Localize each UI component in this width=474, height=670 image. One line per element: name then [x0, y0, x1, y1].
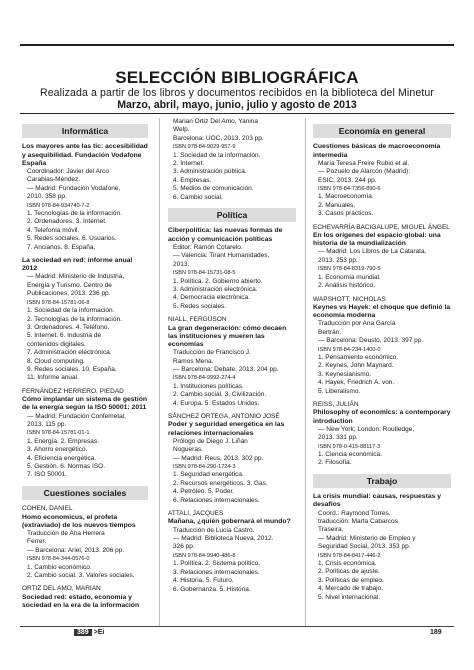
isbn: ISBN 978-84-234-1400-0 [318, 346, 381, 353]
book-entry [22, 257, 148, 383]
isbn: ISBN 978-84-344-0576-0 [27, 556, 90, 563]
subject-term: contenidos digitales. [27, 340, 86, 348]
publication-line: — Madrid: Los Libros de La Catarata, [318, 248, 427, 256]
publication-line: — Madrid: Reus, 2013. 302 pp. [173, 454, 264, 462]
publication-line: — Pozuelo de Alarcón (Madrid): [318, 168, 411, 176]
book-title: Mañana, ¿quién gobernará el mundo? [168, 518, 291, 526]
page-number-left: 389 [74, 629, 92, 636]
isbn: ISBN 978-84-290-1724-3 [173, 464, 236, 471]
subject-term: 3. Casos prácticos. [318, 210, 374, 218]
subject-term: 4. Telefonía móvil. [27, 226, 80, 234]
subject-term: 2. Cambio social. 3. Valores sociales. [27, 572, 135, 580]
publication-line: Carabias-Méndez. [27, 176, 81, 184]
book-title: La gran degeneración: cómo decaen las instituciones y mueren las economías [168, 324, 287, 348]
book-title: Sociedad red: estado, economía y sociedad en la era de la información [22, 593, 140, 610]
publication-line: — Barcelona: Ariel, 2013. 206 pp. [27, 546, 125, 554]
subject-term: 1. Energía. 2. Empresas. [27, 437, 99, 445]
publication-line: 2013. 115 pp. [27, 420, 67, 428]
subject-term: 2. Ordenadores. 3. Internet. [27, 218, 107, 226]
page-subtitle: Realizada a partir de los libros y documentos recibidos en la biblioteca del Minetur [39, 87, 435, 99]
publication-line: Ramos Mena. [173, 357, 214, 365]
subject-term: 3. Ordenadores. 4. Teléfono. [27, 323, 110, 331]
isbn: ISBN 978-84-15781-01-1 [27, 430, 90, 437]
publication-line: — Madrid: Fundación Confemetal, [27, 412, 126, 420]
subject-term: 2. Cambio social. 3. Civilización. [173, 391, 267, 399]
section-header-informatica: Informática [22, 124, 148, 138]
book-title: La sociedad en red: informe anual 2012 [22, 257, 133, 273]
publication-line: 326 pp. [173, 543, 195, 551]
column-3 [313, 118, 451, 607]
book-entry [22, 585, 148, 610]
book-title: Ciberpolítica: las nuevas formas de acción y comunicación políticas [168, 227, 283, 243]
page-number-right: 189 [430, 629, 442, 636]
publication-line: Traseira. [318, 526, 344, 534]
subject-term: 2. Recursos energéticos. 3. Gas. [173, 479, 268, 487]
publication-line: Marian Ortiz Del Amo, Yanina [173, 118, 259, 125]
publication-line: 2010. 358 pp. [27, 193, 67, 201]
footer-left [74, 629, 104, 636]
publication-line: — New York; London: Routledge, [318, 425, 415, 433]
subject-term: 3. Políticas de empleo. [318, 576, 384, 584]
subject-term: 3. Relaciones internacionales. [173, 568, 260, 576]
subject-term: 11. Informe anual. [27, 374, 79, 382]
publication-line: — Barcelona: Debate, 2013. 204 pp. [173, 365, 279, 373]
section-header-economia: Economía en general [313, 124, 451, 138]
subject-term: 2. Políticas de ajuste. [318, 568, 380, 576]
publication-line: — Madrid: Ministerio de Empleo y [318, 534, 416, 542]
subject-term: 2. Análisis histórico. [318, 282, 376, 290]
book-title: Homo economicus, el profeta (extraviado) de los nuevos tiempos [22, 513, 136, 529]
book-entry [168, 227, 296, 311]
publication-line: Traducción por Ana García [318, 320, 396, 328]
subject-term: 5. Liberalismo. [318, 387, 361, 395]
subject-term: 2. Keynes, John Maynard. [318, 362, 394, 370]
book-title: Cómo implantar un sistema de gestión de la energía según la ISO 50001: 2011 [22, 396, 148, 412]
subject-term: 2. Filosofía. [318, 459, 352, 467]
subject-term: 5. Gestión. 6. Normas ISO. [27, 463, 106, 471]
publication-line: — Barcelona: Deusto, 2013. 397 pp. [318, 337, 424, 345]
publication-line: Ferrer. [27, 538, 47, 546]
subject-term: 1. Sociedad de la información. [27, 307, 115, 315]
subject-term: 2. Manuales. [318, 201, 356, 209]
publication-line: — Madrid: Biblioteca Nueva, 2012. [173, 535, 274, 543]
subject-term: 1. Política. 2. Gobierno abierto. [173, 277, 263, 285]
isbn: ISBN 978-84-15781-06-8 [27, 299, 90, 306]
isbn: ISBN 978-84-15731-08-5 [173, 270, 236, 277]
subject-term: 1. Sociedad de la información. [173, 151, 261, 159]
subject-term: 4. Europa. 5. Estados Unidos. [173, 399, 260, 407]
publication-line: María Teresa Freire Rubio et al. [318, 159, 410, 167]
publication-line: Seguridad Social, 2013. 353 pp. [318, 543, 411, 551]
subject-term: 4. Democracia electrónica. [173, 294, 250, 302]
book-author: WAPSHOTT, NICHOLAS [313, 295, 386, 303]
subject-term: 3. Administración pública. [173, 168, 247, 176]
page-title: SELECCIÓN BIBLIOGRÁFICA [115, 68, 359, 87]
column-1 [22, 118, 148, 615]
book-entry [313, 493, 451, 602]
publication-line: Welp. [173, 126, 190, 134]
isbn: ISBN 978-84-934740-7-2 [27, 202, 90, 209]
book-entry [313, 143, 451, 218]
section-header-trabajo: Trabajo [313, 474, 451, 488]
book-title: Philosophy of economics: a contemporary introduction [313, 409, 451, 425]
publication-line: Coordinador: Javier del Arco [27, 168, 110, 176]
subject-term: 6. Cambio social. [173, 193, 223, 201]
book-entry [168, 118, 296, 202]
subject-term: 3. Administración electrónica. [173, 285, 258, 293]
subject-term: 6. Relaciones internacionales. [173, 496, 260, 504]
publication-line: Traducción de Lucía Castro. [173, 526, 255, 534]
publication-line: 2013. 331 pp. [318, 434, 358, 442]
book-author: ORTIZ DEL AMO, MARIAN [22, 585, 101, 593]
isbn: ISBN 978-0-415-88117-3 [318, 443, 381, 450]
book-entry [313, 224, 451, 291]
publication-line: — Madrid: Fundación Vodafone, [27, 184, 121, 192]
subject-term: 2. Internet. [173, 160, 205, 168]
subject-term: 4. Eficiencia energética. [27, 454, 97, 462]
publication-line: Prólogo de Diego J. Liñán [173, 437, 248, 445]
subject-term: 1. Seguridad energética. [173, 471, 244, 479]
footer-rule [20, 626, 454, 627]
book-title: Los mayores ante las tic: accesibilidad y asequibilidad. Fundación Vodafone España [22, 143, 148, 167]
book-author: SÁNCHEZ ORTEGA, ANTONIO JOSÉ [168, 412, 280, 420]
section-header-politica: Política [168, 208, 296, 222]
isbn: ISBN 978-84-7356-890-6 [318, 186, 381, 193]
book-title: En los orígenes del espacio global: una historia de la mundialización [313, 232, 441, 248]
subject-term: 3. Keynesianismo. [318, 370, 372, 378]
subject-term: 1. Economía mundial. [318, 273, 381, 281]
book-entry [168, 510, 296, 594]
isbn: ISBN 978-84-9029-957-9 [173, 144, 236, 151]
publication-line: 2013. [173, 260, 190, 268]
subject-term: 3. Ahorro energético. [27, 446, 88, 454]
subject-term: 7. Ancianos. 8. España. [27, 243, 96, 251]
magazine-label: >Ei [93, 629, 105, 636]
subject-term: 1. Cambio económico. [27, 563, 92, 571]
book-entry [313, 401, 451, 468]
book-title: Keynes vs Hayek: el choque que definió la economía moderna [313, 303, 451, 320]
publication-line: Editor: Ramón Cotarelo. [173, 243, 243, 251]
publication-line: ESIC, 2013. 244 pp. [318, 176, 377, 184]
column-2 [168, 118, 296, 599]
subject-term: 5. Internet. 6. Industria de [27, 332, 102, 340]
top-rule [20, 44, 454, 46]
subject-term: 5. Medios de comunicación. [173, 185, 254, 193]
book-title: Cuestiones básicas de macroeconomía intermedia [313, 143, 441, 159]
isbn: ISBN 978-84-9940-486-8 [173, 552, 236, 559]
subject-term: 4. Historia. 5. Futuro. [173, 577, 234, 585]
publication-line: Barcelona: UOC, 2013. 203 pp. [173, 134, 264, 142]
publication-line: — Valencia: Tirant Humanidades, [173, 252, 270, 260]
subject-term: 9. Redes sociales. 10. España. [27, 365, 117, 373]
publication-line: Traducción de Francisco J. [173, 349, 251, 357]
subject-term: 4. Empresas. [173, 176, 212, 184]
subject-term: 5. Redes sociales. [173, 302, 227, 310]
column-divider [159, 118, 160, 626]
subject-term: 7. Administración electrónica. [27, 349, 112, 357]
isbn: ISBN 978-84-8417-446-2 [318, 552, 381, 559]
subject-term: 1. Ciencia económica. [318, 451, 382, 458]
publication-line: Publicaciones, 2013. 236 pp. [27, 290, 111, 298]
subject-term: 6. Gobernanza. 5. Historia. [173, 585, 251, 593]
book-entry [22, 505, 148, 580]
book-author: NIALL, FERGUSON [168, 316, 227, 324]
book-entry [168, 316, 296, 408]
isbn: ISBN 978-84-9992-274-4 [173, 375, 236, 382]
subject-term: 1. Pensamiento económico. [318, 353, 399, 361]
book-entry [22, 388, 148, 480]
subject-term: 4. Hayek, Friedrich A. von. [318, 379, 395, 387]
publication-line: — Madrid: Ministerio de Industria, [27, 273, 125, 281]
header-rule [20, 113, 454, 114]
book-author: REISS, JULIÁN [313, 400, 359, 408]
subject-term: 4. Petróleo. 5. Poder. [173, 488, 235, 496]
subject-term: 1. Política. 2. Sistema político. [173, 560, 261, 568]
book-entry [22, 143, 148, 252]
subject-term: 7. ISO 50001. [27, 471, 68, 479]
date-range: Marzo, abril, mayo, junio, julio y agosto de 2013 [117, 99, 357, 111]
section-header-cuestiones-sociales: Cuestiones sociales [22, 486, 148, 500]
subject-term: 8. Cloud computing. [27, 357, 85, 365]
publication-line: Nogueras. [173, 446, 203, 454]
publication-line: 2013. 253 pp. [318, 256, 358, 264]
book-author: FERNÁNDEZ HERRERO, PIEDAD [22, 387, 124, 395]
book-author: ECHEVARRÍA BACIGALUPE, MIGUEL ÁNGEL [313, 223, 450, 231]
publication-line: Traducción de Ana Herrera [27, 530, 105, 538]
subject-term: 4. Mercado de trabajo. [318, 585, 384, 593]
book-title: Poder y seguridad energética en las relaciones internacionales [168, 421, 285, 437]
subject-term: 5. Redes sociales. 6. Usuarios. [27, 235, 117, 243]
publication-line: Bertrán. [318, 328, 342, 336]
book-title: La crisis mundial: causas, respuestas y desafíos [313, 493, 442, 509]
book-entry [313, 296, 451, 396]
book-author: ATTALI, JACQUES [168, 510, 224, 518]
publication-line: traducción: Marta Cabarcos [318, 518, 398, 526]
subject-term: 1. Tecnologías de la información. [27, 210, 122, 218]
publication-line: Coord.: Raymond Torres. [318, 509, 391, 517]
isbn: ISBN 978-84-8319-790-5 [318, 266, 381, 273]
subject-term: 1. Instituciones políticas. [173, 382, 244, 390]
book-entry [168, 413, 296, 505]
publication-line: Energía y Turismo. Centro de [27, 281, 112, 289]
subject-term: 2. Tecnologías de la información. [27, 315, 122, 323]
book-author: COHEN, DANIEL [22, 505, 73, 513]
subject-term: 1. Macroeconomía. [318, 193, 374, 201]
subject-term: 5. Nivel internacional. [318, 593, 381, 601]
column-divider [305, 118, 306, 626]
subject-term: 1. Crisis económica. [318, 560, 377, 568]
